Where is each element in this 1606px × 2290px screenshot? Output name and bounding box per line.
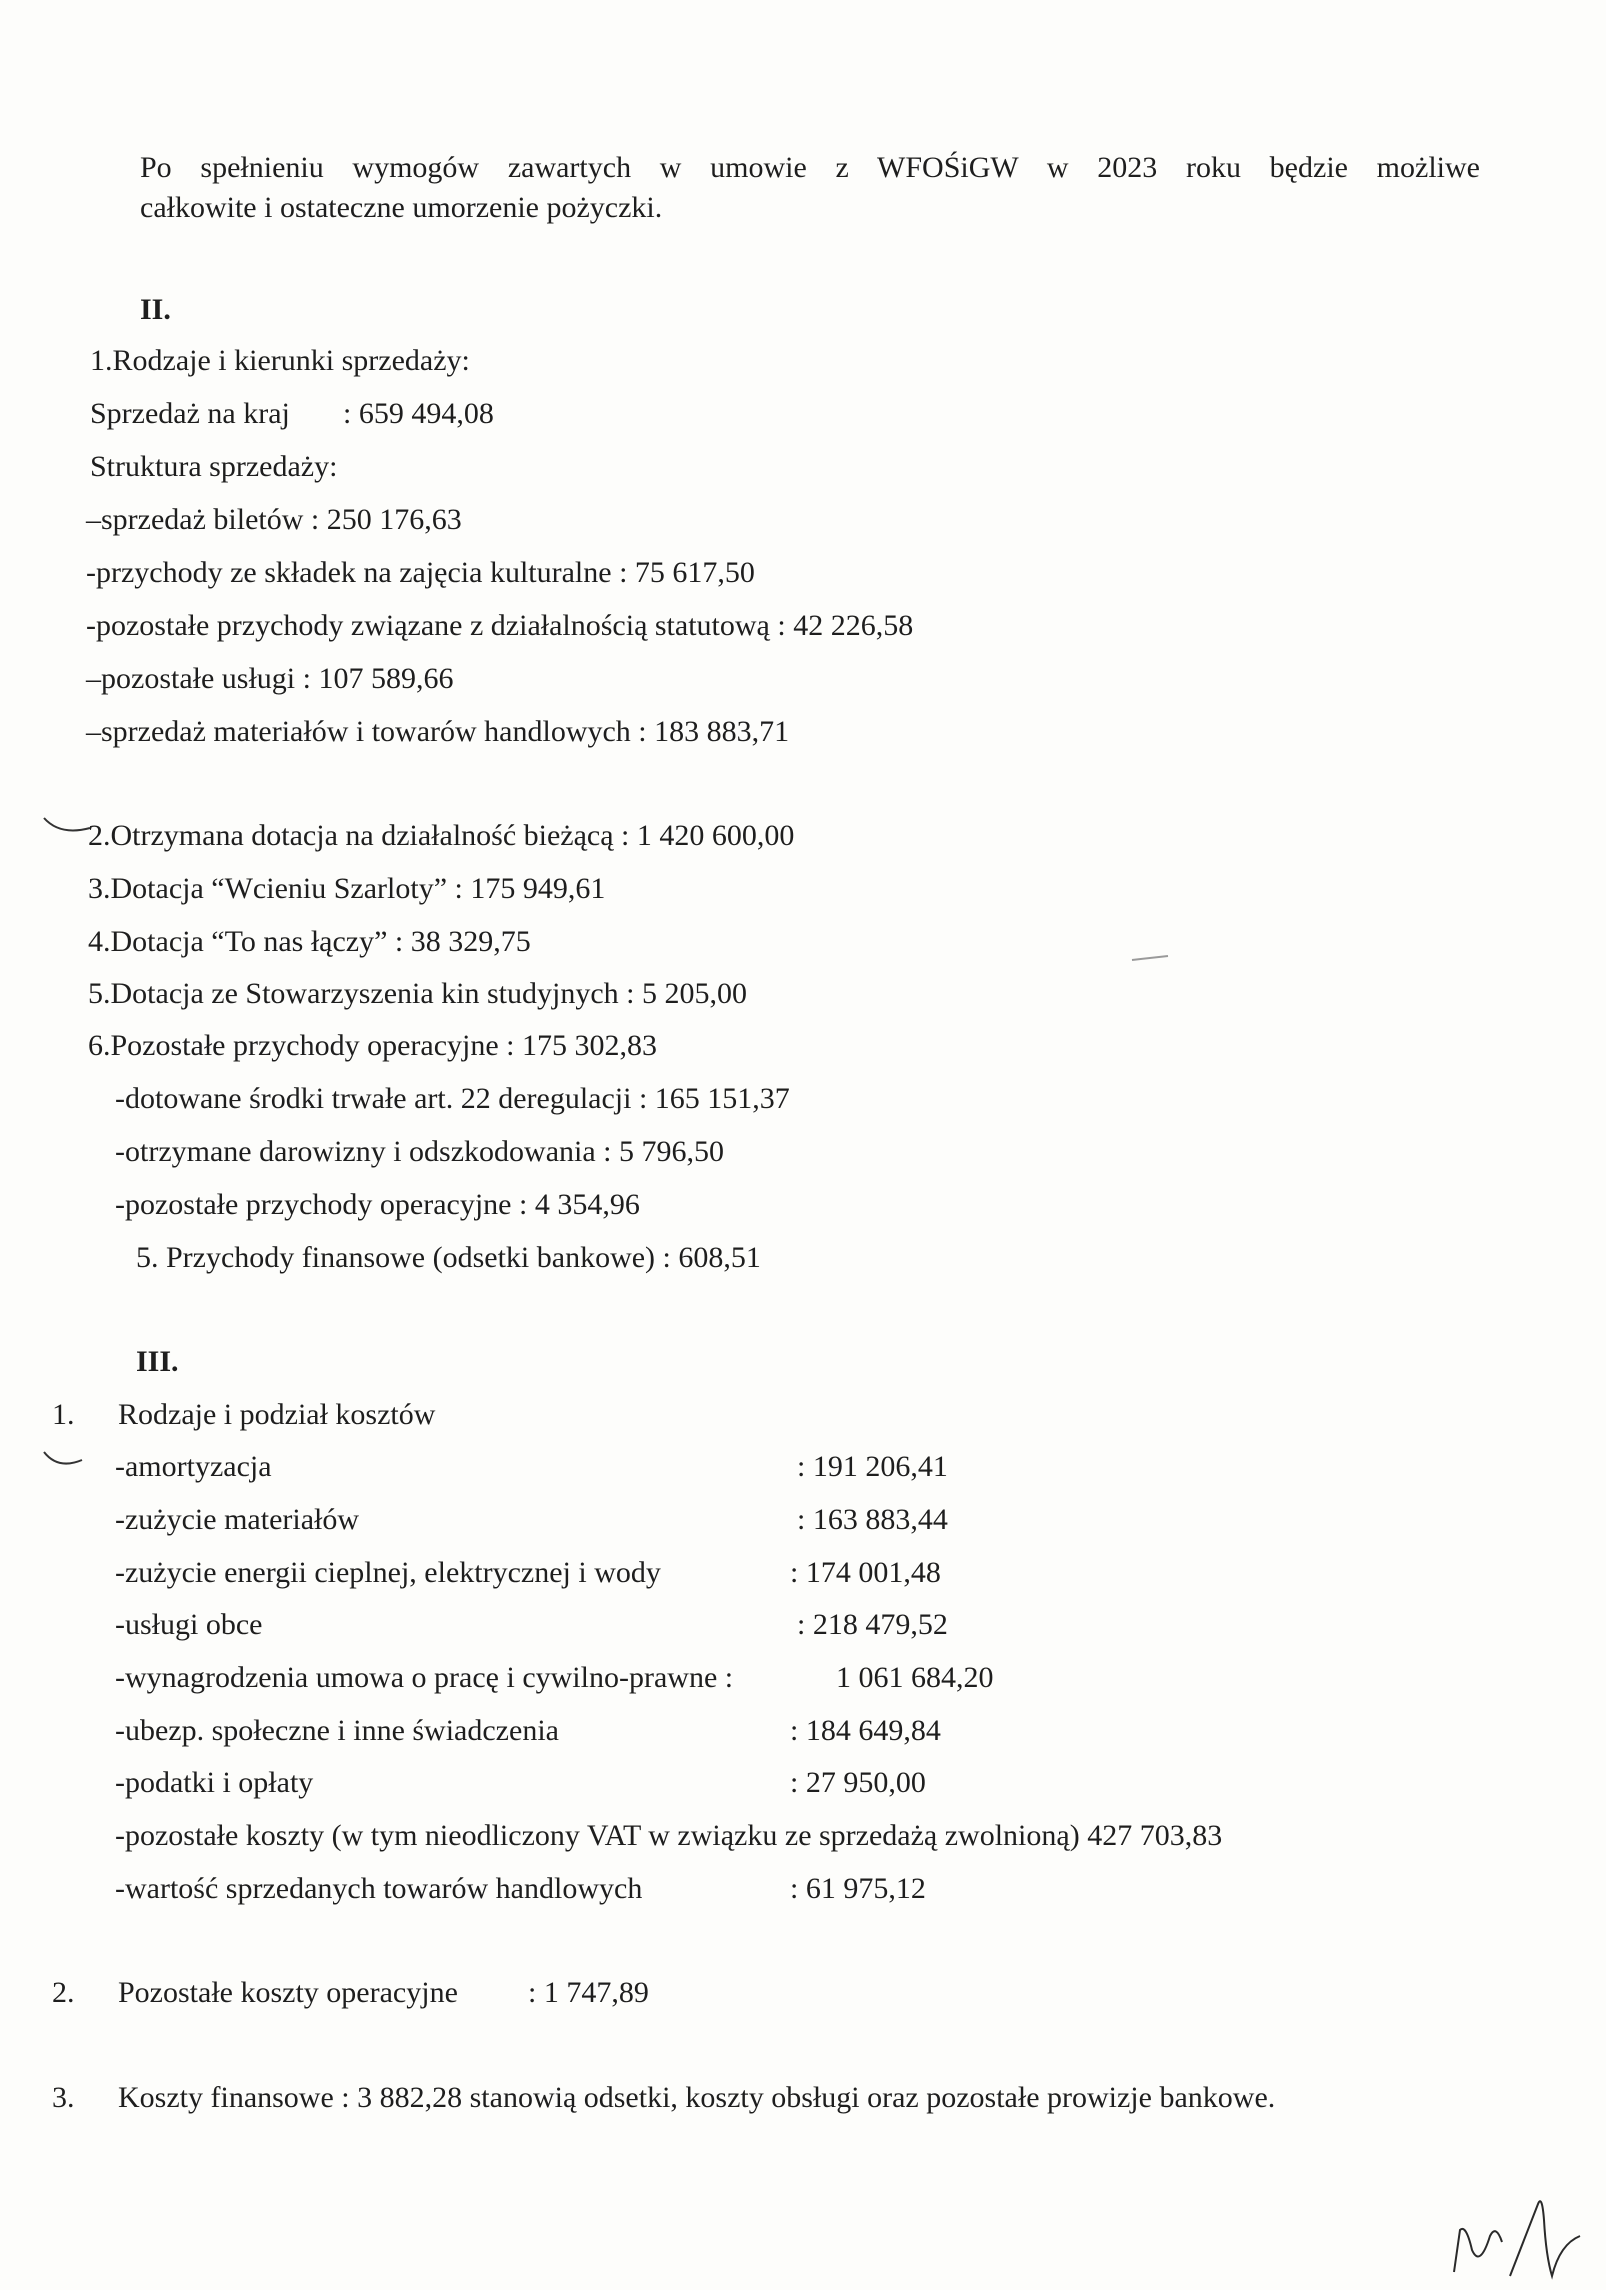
margin-tick-mark <box>40 1448 86 1478</box>
goods-value-label: -wartość sprzedanych towarów handlowych <box>115 1872 643 1905</box>
operating-costs-label: Pozostałe koszty operacyjne <box>118 1976 458 2009</box>
cost-value: : 191 206,41 <box>797 1450 948 1483</box>
operating-income-item: -otrzymane darowizny i odszkodowania : 5 796,50 <box>115 1135 725 1168</box>
cost-value: : 218 479,52 <box>797 1608 948 1641</box>
other-costs: -pozostałe koszty (w tym nieodliczony VAT w związku ze sprzedażą zwolnioną) 427 703,83 <box>115 1819 1223 1852</box>
operating-income-item: -pozostałe przychody operacyjne : 4 354,96 <box>115 1188 640 1221</box>
costs-item-2-number: 2. <box>52 1976 75 2009</box>
cost-label: -zużycie energii cieplnej, elektrycznej i wody <box>115 1556 661 1589</box>
income-item: 2.Otrzymana dotacja na działalność bieżącą : 1 420 600,00 <box>88 819 795 852</box>
operating-income-item: -dotowane środki trwałe art. 22 deregulacji : 165 151,37 <box>115 1082 790 1115</box>
section-2-heading: II. <box>140 293 171 326</box>
cost-label: -usługi obce <box>115 1608 263 1641</box>
cost-value: : 27 950,00 <box>790 1766 926 1799</box>
structure-item: -przychody ze składek na zajęcia kulturalne : 75 617,50 <box>86 556 755 589</box>
financial-income: 5. Przychody finansowe (odsetki bankowe) : 608,51 <box>136 1241 761 1274</box>
goods-value: : 61 975,12 <box>790 1872 926 1905</box>
structure-item: -pozostałe przychody związane z działalnością statutową : 42 226,58 <box>86 609 914 642</box>
domestic-sales-label: Sprzedaż na kraj <box>90 397 290 430</box>
intro-line-2: całkowite i ostateczne umorzenie pożyczki. <box>140 191 663 224</box>
section-3-heading: III. <box>136 1345 179 1378</box>
income-item: 5.Dotacja ze Stowarzyszenia kin studyjnych : 5 205,00 <box>88 977 748 1010</box>
structure-item: –pozostałe usługi : 107 589,66 <box>86 662 454 695</box>
scan-smudge <box>1130 950 1170 966</box>
costs-item-1-number: 1. <box>52 1398 75 1431</box>
domestic-sales-value: : 659 494,08 <box>343 397 494 430</box>
income-item: 6.Pozostałe przychody operacyjne : 175 302,83 <box>88 1029 658 1062</box>
sales-types-title: 1.Rodzaje i kierunki sprzedaży: <box>90 344 470 377</box>
income-item: 3.Dotacja “Wcieniu Szarloty” : 175 949,61 <box>88 872 606 905</box>
cost-value: : 163 883,44 <box>797 1503 948 1536</box>
cost-label: -amortyzacja <box>115 1450 272 1483</box>
cost-label: -wynagrodzenia umowa o pracę i cywilno-prawne : <box>115 1661 734 1694</box>
cost-label: -ubezp. społeczne i inne świadczenia <box>115 1714 559 1747</box>
cost-label: -podatki i opłaty <box>115 1766 314 1799</box>
sales-structure-title: Struktura sprzedaży: <box>90 450 338 483</box>
margin-tick-mark <box>40 812 96 842</box>
costs-item-1-title: Rodzaje i podział kosztów <box>118 1398 436 1431</box>
income-item: 4.Dotacja “To nas łączy” : 38 329,75 <box>88 925 531 958</box>
structure-item: –sprzedaż biletów : 250 176,63 <box>86 503 462 536</box>
intro-line-1: Po spełnieniu wymogów zawartych w umowie z WFOŚiGW w 2023 roku będzie możliwe <box>140 151 1480 184</box>
costs-item-3-number: 3. <box>52 2081 75 2114</box>
handwritten-signature <box>1440 2180 1590 2280</box>
cost-value: 1 061 684,20 <box>836 1661 994 1694</box>
intro-paragraph <box>140 148 1480 228</box>
cost-label: -zużycie materiałów <box>115 1503 360 1536</box>
operating-costs-value: : 1 747,89 <box>528 1976 649 2009</box>
cost-value: : 174 001,48 <box>790 1556 941 1589</box>
cost-value: : 184 649,84 <box>790 1714 941 1747</box>
structure-item: –sprzedaż materiałów i towarów handlowych : 183 883,71 <box>86 715 790 748</box>
financial-costs-text: Koszty finansowe : 3 882,28 stanowią odsetki, koszty obsługi oraz pozostałe prowizje bankowe. <box>118 2081 1276 2114</box>
